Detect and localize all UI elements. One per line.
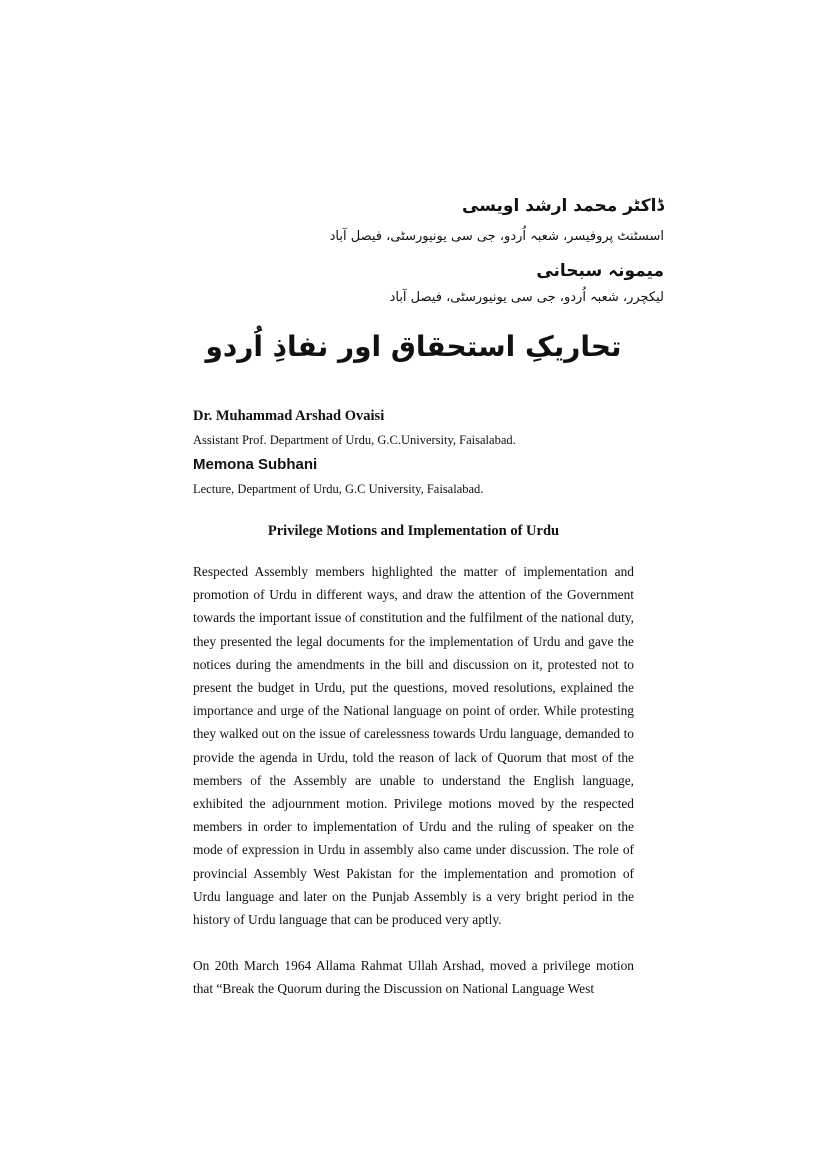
english-author1-name: Dr. Muhammad Arshad Ovaisi bbox=[193, 408, 385, 424]
urdu-author2-affiliation: لیکچرر، شعبہ اُردو، جی سی یونیورسٹی، فیصل آباد bbox=[389, 290, 664, 305]
body-paragraph-1: Respected Assembly members highlighted the matter of implementation and promotion of Urdu in different ways, and draw the attention of the Government towards the important issue of constitution and the fulfilment of the national duty, they presented the legal documents for the implementation of Urdu and gave the notices during the amendments in the bill and discussion on it, protested not to present the budget in Urdu, put the questions, moved resolutions, explained the importance and urge of the National language on point of order. While protesting they walked out on the issue of carelessness towards Urdu language, demanded to provide the agenda in Urdu, told the reason of lack of Quorum that most of the members of the Assembly are unable to understand the English language, exhibited the adjournment motion. Privilege motions moved by the respected members in order to implementation of Urdu and the ruling of speaker on the mode of expression in Urdu in assembly also came under discussion. The role of provincial Assembly West Pakistan for the implementation and promotion of Urdu language and later on the Punjab Assembly is a very bright period in the history of Urdu language that can be produced very aptly. bbox=[193, 564, 634, 928]
urdu-author1-affiliation: اسسٹنٹ پروفیسر، شعبہ اُردو، جی سی یونیورسٹی، فیصل آباد bbox=[329, 229, 664, 244]
english-author2-name: Memona Subhani bbox=[193, 456, 318, 473]
body-paragraph-2: On 20th March 1964 Allama Rahmat Ullah Arshad, moved a privilege motion that “Break the Quorum during the Discussion on National Language West bbox=[193, 958, 634, 997]
urdu-author1-name: ڈاکٹر محمد ارشد اویسی bbox=[462, 196, 664, 216]
english-author1-affiliation: Assistant Prof. Department of Urdu, G.C.University, Faisalabad. bbox=[193, 433, 516, 447]
urdu-author2-name: میمونہ سبحانی bbox=[536, 261, 664, 281]
urdu-title: تحاریکِ استحقاق اور نفاذِ اُردو bbox=[205, 330, 622, 363]
english-title: Privilege Motions and Implementation of Urdu bbox=[267, 523, 560, 539]
english-author2-affiliation: Lecture, Department of Urdu, G.C University, Faisalabad. bbox=[193, 482, 484, 496]
